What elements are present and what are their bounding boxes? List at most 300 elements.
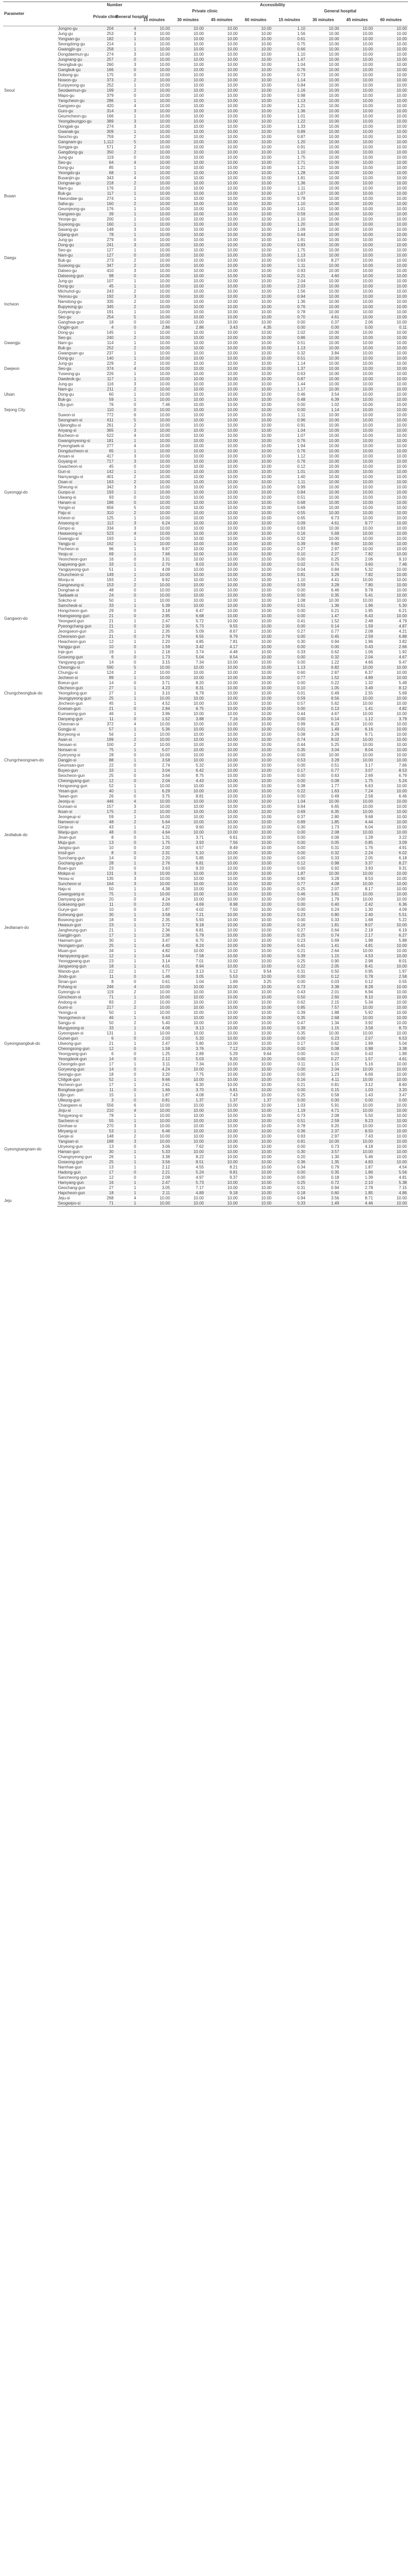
data-cell: 10.00	[171, 134, 205, 140]
data-cell: 10.00	[374, 742, 408, 748]
data-cell: 21	[92, 634, 115, 639]
data-cell: 4.48	[205, 650, 239, 655]
data-cell: 2.98	[340, 959, 374, 964]
data-cell: 0.90	[306, 959, 340, 964]
data-cell: 10.00	[137, 150, 171, 155]
data-cell: 0.21	[272, 1082, 306, 1088]
subregion-name: Changnyeong-gun	[58, 1155, 92, 1159]
data-cell: 2	[115, 201, 138, 207]
table-row	[3, 583, 408, 588]
data-cell: 1.13	[272, 665, 306, 670]
minutes-header: 30 minutes	[177, 18, 199, 22]
data-cell: 4.08	[306, 882, 340, 887]
data-cell: 1.77	[306, 784, 340, 789]
subregion-name: Hwacheon-gun	[57, 639, 92, 645]
data-cell: 0	[115, 1088, 138, 1093]
data-cell: 10.00	[238, 830, 272, 835]
data-cell: 10.00	[340, 78, 374, 83]
table-row	[3, 856, 408, 861]
data-cell: 10.00	[205, 57, 239, 62]
data-cell: 10.00	[171, 351, 205, 356]
data-cell: 2	[115, 578, 138, 583]
data-cell: 0.00	[272, 320, 306, 325]
data-cell: 10.00	[137, 541, 171, 547]
data-cell: 3.38	[306, 985, 340, 990]
table-row	[3, 428, 408, 433]
data-cell: 10.00	[238, 284, 272, 289]
data-cell: 10.00	[205, 155, 239, 160]
data-cell: 10.00	[374, 114, 408, 119]
data-cell: 10.00	[137, 1010, 171, 1015]
data-cell: 10.00	[171, 212, 205, 217]
data-cell: 10.00	[238, 1113, 272, 1118]
subregion-name: Yangyang-gun	[57, 660, 92, 665]
data-cell: 0.00	[272, 593, 306, 598]
data-cell: 10.00	[171, 464, 205, 469]
data-cell: 10.00	[205, 165, 239, 171]
data-cell: 1.28	[272, 171, 306, 176]
data-cell: 10.00	[340, 227, 374, 232]
data-cell: 1.07	[272, 191, 306, 196]
data-cell: 10.00	[171, 176, 205, 181]
data-cell: 0.35	[306, 1170, 340, 1175]
data-cell: 10.00	[171, 1021, 205, 1026]
data-cell: 0.85	[272, 1005, 306, 1010]
data-cell: 10.00	[205, 31, 239, 37]
data-cell: 10.00	[374, 109, 408, 114]
table-row	[3, 387, 408, 392]
subregion-name: Boryeong-si	[57, 732, 92, 737]
data-cell: 10.00	[306, 62, 340, 67]
data-cell: 1.52	[306, 619, 340, 624]
data-cell: 0.74	[306, 933, 340, 938]
data-cell: 2.05	[306, 964, 340, 969]
data-cell: 10.00	[171, 361, 205, 366]
data-cell: 45	[92, 701, 115, 706]
data-cell: 2.89	[171, 1052, 205, 1057]
data-cell: 218	[92, 181, 115, 186]
data-cell: 10.00	[171, 402, 205, 408]
data-cell: 10.00	[238, 1067, 272, 1072]
data-cell: 10.00	[306, 480, 340, 485]
data-cell: 226	[92, 371, 115, 377]
data-cell: 0.00	[272, 717, 306, 722]
data-cell: 10.00	[205, 474, 239, 480]
data-cell: 1.79	[306, 897, 340, 902]
data-cell: 1.56	[272, 31, 306, 37]
data-cell: 7.43	[205, 1093, 239, 1098]
data-cell: 33	[92, 768, 115, 773]
data-cell: 10.00	[238, 789, 272, 794]
table-row	[3, 572, 408, 578]
data-cell: 10.00	[238, 737, 272, 742]
data-cell: 10.00	[238, 124, 272, 129]
data-cell: 10.00	[171, 557, 205, 562]
data-cell: 3.43	[205, 325, 239, 330]
data-cell: 10.00	[205, 253, 239, 258]
subregion-name: Goseong-gun	[57, 1160, 92, 1165]
data-cell: 8.53	[340, 876, 374, 882]
subregion-name: Andong-si	[57, 1000, 92, 1005]
subregion-name: Gwacheon-si	[57, 464, 92, 469]
data-cell: 10.00	[238, 511, 272, 516]
data-cell: 10.00	[171, 459, 205, 464]
subregion-name: Gangseo-gu	[57, 212, 92, 217]
data-cell: 10.00	[238, 578, 272, 583]
data-cell: 10.00	[340, 361, 374, 366]
data-cell: 0	[115, 840, 138, 845]
data-cell: 10.00	[171, 289, 205, 294]
data-cell: 10.00	[340, 310, 374, 315]
data-cell: 10.00	[238, 469, 272, 474]
data-cell: 10.00	[137, 438, 171, 444]
data-cell: 1.73	[306, 825, 340, 830]
data-cell: 3.37	[340, 861, 374, 866]
data-cell: 10.00	[374, 346, 408, 351]
data-cell: 1.66	[137, 1088, 171, 1093]
table-row	[3, 392, 408, 397]
data-cell: 10.00	[374, 809, 408, 815]
data-cell: 10.00	[171, 701, 205, 706]
data-cell: 149	[92, 572, 115, 578]
data-cell: 10.00	[171, 516, 205, 521]
data-cell: 10.00	[238, 1103, 272, 1108]
data-cell: 10.00	[171, 284, 205, 289]
data-cell: 2.84	[137, 706, 171, 711]
data-cell: 8.98	[205, 902, 239, 907]
data-cell: 10.00	[374, 212, 408, 217]
data-cell: 0	[115, 1144, 138, 1149]
data-cell: 2.71	[272, 160, 306, 165]
data-cell: 0.51	[272, 603, 306, 608]
subregion-name: Dong-gu	[57, 284, 92, 289]
data-cell: 2.36	[137, 933, 171, 938]
data-cell: 10.00	[374, 1062, 408, 1067]
data-cell: 0.77	[272, 882, 306, 887]
subregion-name: Seogwipo-si	[57, 1201, 92, 1207]
data-cell: 10.00	[306, 109, 340, 114]
table-row	[3, 371, 408, 377]
data-cell: 10.00	[340, 98, 374, 104]
data-cell: 0	[115, 557, 138, 562]
data-cell: 1.36	[272, 181, 306, 186]
subregion-name: Sokcho-si	[57, 598, 92, 603]
table-row	[3, 990, 408, 995]
subregion-name: Buyeo-gun	[57, 768, 92, 773]
data-cell: 5.22	[374, 918, 408, 923]
data-cell: 1	[115, 1010, 138, 1015]
subregion-name: Hongseong-gun	[57, 784, 92, 789]
data-cell: 410	[92, 268, 115, 274]
data-cell: 10.00	[374, 299, 408, 304]
table-row	[3, 645, 408, 650]
data-cell: 0.64	[272, 804, 306, 809]
data-cell: 10.00	[205, 490, 239, 495]
data-cell: 0.81	[272, 1139, 306, 1144]
data-cell: 10.00	[137, 1139, 171, 1144]
data-cell: 10.00	[171, 62, 205, 67]
data-cell: 7.17	[171, 1185, 205, 1191]
data-cell: 10.00	[374, 727, 408, 732]
data-cell: 10.00	[238, 1201, 272, 1207]
subregion-name: Seongdong-gu	[57, 42, 92, 47]
data-cell: 10.00	[137, 320, 171, 325]
data-cell: 10.00	[306, 500, 340, 505]
data-cell: 0	[115, 1046, 138, 1052]
data-cell: 10.00	[171, 536, 205, 541]
table-row	[3, 567, 408, 572]
data-cell: 8.02	[306, 737, 340, 742]
data-cell: 1.12	[340, 717, 374, 722]
subregion-name: Guri-si	[57, 469, 92, 474]
data-cell: 10.00	[306, 377, 340, 382]
data-cell: 10.00	[340, 578, 374, 583]
data-cell: 10.00	[340, 217, 374, 222]
data-cell: 10.00	[374, 1160, 408, 1165]
subregion-name: Jeju-si	[57, 1196, 92, 1201]
data-cell: 11	[92, 1088, 115, 1093]
data-cell: 9.13	[171, 1026, 205, 1031]
data-cell: 10.00	[374, 985, 408, 990]
data-cell: 10.00	[238, 93, 272, 98]
data-cell: 2.68	[306, 1015, 340, 1021]
subregion-name: Anyang-si	[57, 428, 92, 433]
data-cell: 10.00	[238, 1077, 272, 1082]
data-cell: 157	[92, 804, 115, 809]
data-cell: 10.00	[306, 418, 340, 423]
data-cell: 10.00	[238, 918, 272, 923]
data-cell: 10.00	[205, 83, 239, 88]
data-cell: 10.00	[306, 253, 340, 258]
data-cell: 273	[92, 258, 115, 263]
table-row	[3, 454, 408, 459]
data-cell: 10.00	[205, 825, 239, 830]
data-cell: 10.00	[238, 1057, 272, 1062]
data-cell: 10.00	[374, 104, 408, 109]
data-cell: 10.00	[374, 196, 408, 201]
table-row	[3, 469, 408, 474]
data-cell: 0	[115, 464, 138, 469]
data-cell: 10.00	[205, 1000, 239, 1005]
data-cell: 10.00	[374, 995, 408, 1000]
data-cell: 2	[115, 304, 138, 310]
data-cell: 1	[115, 516, 138, 521]
data-cell: 0.55	[272, 511, 306, 516]
data-cell: 10.00	[340, 526, 374, 531]
table-row	[3, 1124, 408, 1129]
subregion-name: Gwangmyeong-si	[57, 438, 92, 444]
data-cell: 10.00	[238, 449, 272, 454]
subregion-name: Mapo-gu	[57, 93, 92, 98]
data-cell: 8.20	[171, 681, 205, 686]
table-row	[3, 238, 408, 243]
data-cell: 10.00	[340, 207, 374, 212]
data-cell: 10.00	[238, 943, 272, 948]
data-cell: 10.00	[205, 268, 239, 274]
data-cell: 6	[115, 413, 138, 418]
data-cell: 10.00	[205, 454, 239, 459]
table-row	[3, 882, 408, 887]
data-cell: 0.63	[306, 773, 340, 778]
data-cell: 10.00	[205, 1021, 239, 1026]
data-cell: 10.00	[340, 341, 374, 346]
data-cell: 10.00	[306, 42, 340, 47]
data-cell: 10.00	[205, 593, 239, 598]
data-cell: 30	[92, 912, 115, 918]
data-cell: 0.98	[340, 1046, 374, 1052]
data-cell: 10.00	[374, 315, 408, 320]
data-cell: 10.00	[171, 758, 205, 763]
data-cell: 153	[92, 583, 115, 588]
data-cell: 10.00	[340, 73, 374, 78]
table-row	[3, 1149, 408, 1155]
data-cell: 10.00	[205, 511, 239, 516]
data-cell: 8	[92, 851, 115, 856]
subregion-name: Nonsan-si	[57, 748, 92, 753]
table-row	[3, 119, 408, 124]
data-cell: 10.00	[171, 78, 205, 83]
data-cell: 10.00	[171, 882, 205, 887]
data-cell: 0.38	[272, 784, 306, 789]
data-cell: 2.47	[137, 1180, 171, 1185]
data-cell: 10.00	[374, 464, 408, 469]
data-cell: 10.00	[171, 1113, 205, 1118]
data-cell: 10.00	[306, 160, 340, 165]
data-cell: 10.00	[374, 799, 408, 804]
data-cell: 10.00	[340, 897, 374, 902]
data-cell: 10.00	[205, 882, 239, 887]
subregion-name: Hapcheon-gun	[57, 1191, 92, 1196]
data-cell: 10.00	[171, 140, 205, 145]
data-cell: 759	[92, 134, 115, 140]
data-cell: 10.00	[137, 1103, 171, 1108]
data-cell: 4.09	[137, 567, 171, 572]
data-cell: 10.00	[238, 505, 272, 511]
data-cell: 10.00	[374, 377, 408, 382]
data-cell: 10.00	[171, 423, 205, 428]
data-cell: 10.00	[238, 876, 272, 882]
data-cell: 17	[92, 1082, 115, 1088]
data-cell: 2.55	[340, 691, 374, 696]
data-cell: 10.00	[205, 212, 239, 217]
data-cell: 772	[92, 413, 115, 418]
table-row	[3, 330, 408, 335]
subregion-name: Jongno-gu	[57, 26, 92, 32]
data-cell: 2.86	[171, 325, 205, 330]
data-cell: 10.00	[205, 119, 239, 124]
data-cell: 10.00	[171, 1196, 205, 1201]
data-cell: 10.00	[340, 418, 374, 423]
data-cell: 10.00	[340, 191, 374, 196]
data-cell: 10.00	[340, 701, 374, 706]
data-cell: 10.00	[137, 83, 171, 88]
data-cell: 10.00	[374, 578, 408, 583]
data-cell: 46	[92, 711, 115, 717]
data-cell: 10.00	[238, 315, 272, 320]
table-row	[3, 114, 408, 119]
data-cell: 6.46	[306, 588, 340, 593]
data-cell: 2	[115, 361, 138, 366]
data-cell: 10.00	[171, 480, 205, 485]
data-cell: 117	[92, 377, 115, 382]
data-cell: 10.00	[205, 753, 239, 758]
data-cell: 1	[115, 171, 138, 176]
data-cell: 10.00	[374, 614, 408, 619]
data-cell: 10.00	[374, 1144, 408, 1149]
data-cell: 2	[115, 423, 138, 428]
data-cell: 10.00	[238, 433, 272, 438]
data-cell: 10.00	[374, 160, 408, 165]
data-cell: 4.64	[137, 830, 171, 835]
data-cell: 1	[115, 42, 138, 47]
data-cell: 9.20	[306, 1124, 340, 1129]
subregion-name: Sinan-gun	[57, 979, 92, 985]
table-row	[3, 526, 408, 531]
data-cell: 1.87	[272, 871, 306, 876]
data-cell: 0.31	[272, 969, 306, 974]
data-cell: 10.00	[137, 88, 171, 93]
subregion-name: Yuseong-gu	[57, 371, 92, 377]
data-cell: 2.06	[340, 557, 374, 562]
subregion-name: Uijeongbu-si	[57, 423, 92, 428]
data-cell: 10.00	[238, 438, 272, 444]
data-cell: 0.08	[272, 732, 306, 737]
data-cell: 10.00	[238, 98, 272, 104]
data-cell: 10.00	[137, 480, 171, 485]
data-cell: 10.00	[205, 232, 239, 238]
data-cell: 1.22	[306, 660, 340, 665]
data-cell: 7.12	[205, 1046, 239, 1052]
data-cell: 3.13	[171, 969, 205, 974]
data-cell: 0.32	[306, 851, 340, 856]
data-cell: 10.00	[238, 1155, 272, 1160]
minutes-header: 30 minutes	[312, 18, 334, 22]
data-cell: 3.79	[374, 717, 408, 722]
data-cell: 0	[115, 866, 138, 871]
data-cell: 10.00	[171, 346, 205, 351]
data-cell: 8.71	[340, 1196, 374, 1201]
data-cell: 11	[92, 974, 115, 979]
data-cell: 10.00	[205, 1118, 239, 1124]
data-cell: 10.00	[205, 541, 239, 547]
data-cell: 11	[92, 717, 115, 722]
data-cell: 75	[92, 892, 115, 897]
data-cell: 10.00	[137, 279, 171, 284]
data-cell: 10.00	[238, 474, 272, 480]
table-row	[3, 825, 408, 830]
data-cell: 10.00	[137, 490, 171, 495]
data-cell: 10.00	[137, 511, 171, 516]
data-cell: 10.00	[374, 356, 408, 361]
data-cell: 2.30	[137, 624, 171, 629]
data-cell: 1.06	[340, 650, 374, 655]
data-cell: 1.40	[272, 474, 306, 480]
data-cell: 10.00	[238, 444, 272, 449]
data-cell: 10.00	[374, 1015, 408, 1021]
table-row	[3, 1165, 408, 1170]
data-cell: 0.43	[340, 1052, 374, 1057]
data-cell: 1	[115, 789, 138, 794]
data-cell: 0.27	[272, 547, 306, 552]
data-cell: 10.00	[205, 608, 239, 614]
data-cell: 0.00	[272, 681, 306, 686]
data-cell: 10.00	[374, 279, 408, 284]
data-cell: 4.38	[137, 887, 171, 892]
data-cell: 17	[92, 933, 115, 938]
data-cell: 10.00	[306, 119, 340, 124]
data-cell: 10.00	[238, 490, 272, 495]
data-cell: 10.00	[205, 1103, 239, 1108]
